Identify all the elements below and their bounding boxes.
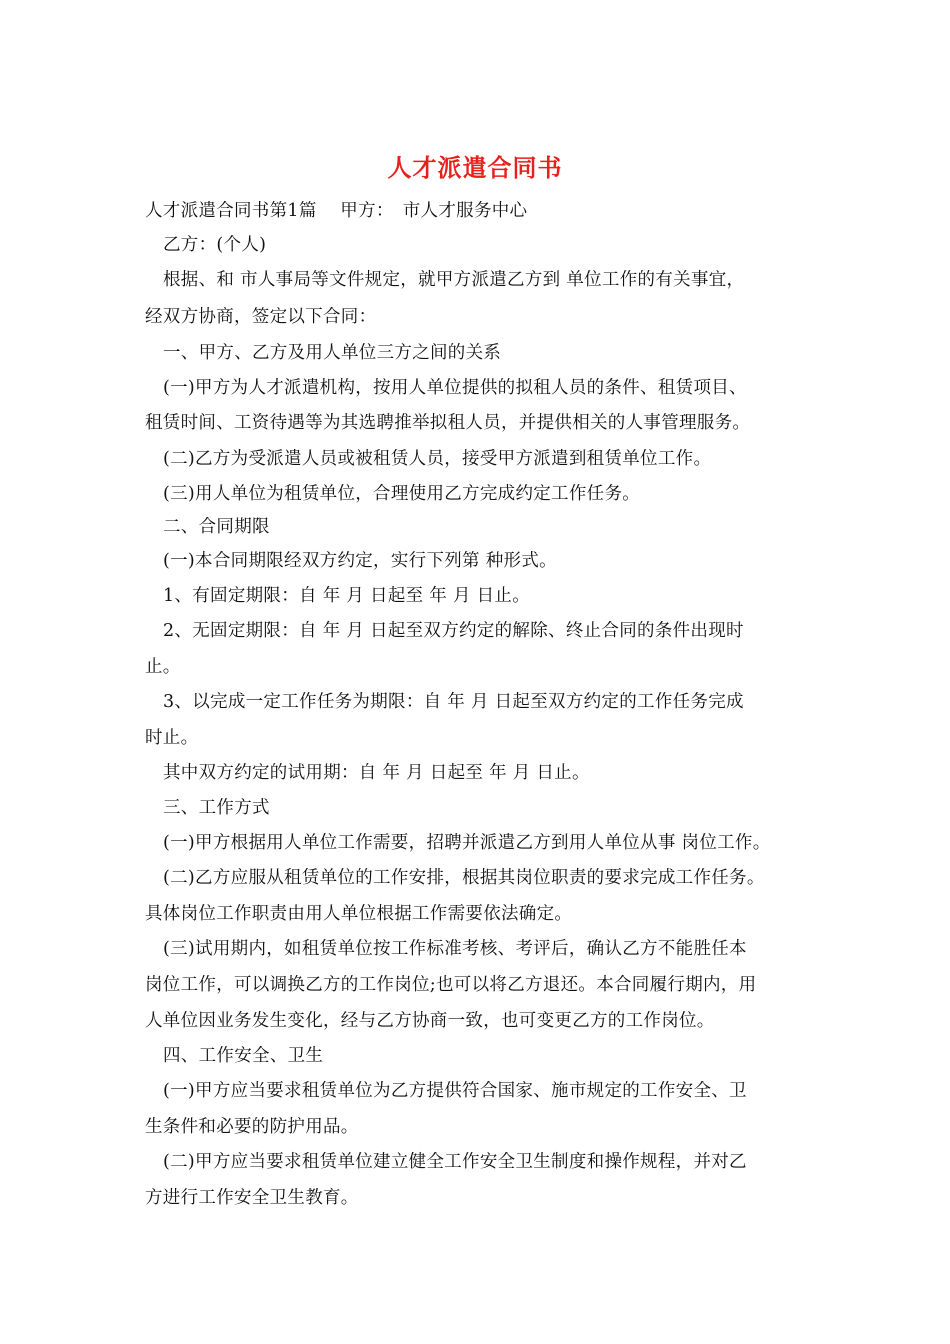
paragraph-line: 租赁时间、工资待遇等为其选聘推举拟租人员，并提供相关的人事管理服务。 — [145, 413, 751, 433]
paragraph-line: 止。 — [145, 657, 181, 677]
paragraph-line: 2、无固定期限：自 年 月 日起至双方约定的解除、终止合同的条件出现时 — [163, 621, 744, 641]
paragraph-line: 经双方协商，签定以下合同： — [145, 307, 377, 327]
paragraph-line: 3、以完成一定工作任务为期限：自 年 月 日起至双方约定的工作任务完成 — [163, 692, 744, 712]
paragraph-line: (一)甲方应当要求租赁单位为乙方提供符合国家、施市规定的工作安全、卫 — [163, 1081, 747, 1101]
paragraph-line: (三)用人单位为租赁单位，合理使用乙方完成约定工作任务。 — [163, 484, 641, 504]
section-heading: 二、合同期限 — [163, 517, 270, 537]
section-heading: 三、工作方式 — [163, 798, 270, 818]
paragraph-line: (二)甲方应当要求租赁单位建立健全工作安全卫生制度和操作规程，并对乙 — [163, 1152, 747, 1172]
paragraph-line: 具体岗位工作职责由用人单位根据工作需要依法确定。 — [145, 904, 573, 924]
paragraph-line: (二)乙方为受派遣人员或被租赁人员，接受甲方派遣到租赁单位工作。 — [163, 449, 712, 469]
paragraph-line: 人才派遣合同书第1篇 甲方： 市人才服务中心 — [145, 201, 528, 221]
paragraph-line: 其中双方约定的试用期：自 年 月 日起至 年 月 日止。 — [163, 763, 590, 783]
section-heading: 一、甲方、乙方及用人单位三方之间的关系 — [163, 343, 502, 363]
paragraph-line: (三)试用期内，如租赁单位按工作标准考核、考评后，确认乙方不能胜任本 — [163, 939, 747, 959]
paragraph-line: 时止。 — [145, 728, 199, 748]
document-title: 人才派遣合同书 — [387, 153, 563, 182]
paragraph-line: 乙方：(个人) — [163, 235, 267, 255]
paragraph-line: 根据、和 市人事局等文件规定，就甲方派遣乙方到 单位工作的有关事宜， — [163, 270, 745, 290]
paragraph-line: 生条件和必要的防护用品。 — [145, 1117, 359, 1137]
paragraph-line: (一)本合同期限经双方约定，实行下列第 种形式。 — [163, 551, 557, 571]
paragraph-line: 1、有固定期限：自 年 月 日起至 年 月 日止。 — [163, 586, 531, 606]
paragraph-line: 岗位工作，可以调换乙方的工作岗位;也可以将乙方退还。本合同履行期内，用 — [145, 975, 757, 995]
paragraph-line: 方进行工作安全卫生教育。 — [145, 1188, 359, 1208]
paragraph-line: 人单位因业务发生变化，经与乙方协商一致，也可变更乙方的工作岗位。 — [145, 1011, 715, 1031]
paragraph-line: (一)甲方根据用人单位工作需要，招聘并派遣乙方到用人单位从事 岗位工作。 — [163, 833, 771, 853]
section-heading: 四、工作安全、卫生 — [163, 1046, 324, 1066]
paragraph-line: (一)甲方为人才派遣机构，按用人单位提供的拟租人员的条件、租赁项目、 — [163, 378, 747, 398]
paragraph-line: (二)乙方应服从租赁单位的工作安排，根据其岗位职责的要求完成工作任务。 — [163, 868, 765, 888]
